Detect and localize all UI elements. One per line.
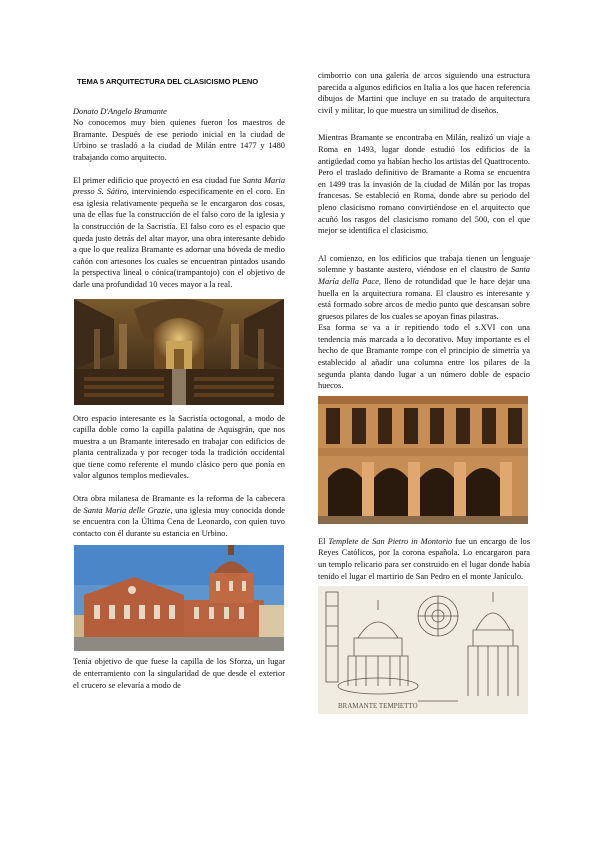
paragraph-templete: El Templete de San Pietro in Montorio fue un encargo de los Reyes Católicos, por la corona española. Lo encargaron para un templo relicario para ser construido en el lugar donde había tenido el lugar el martirio de San Pedro en el monte Janículo. [318,536,530,581]
paragraph-siglo-xvi: Esa forma se va a ir repitiendo todo el s.XVI con una tendencia más marcada a lo decorativo. Muy importante es el hecho de que Bramante rompe con el principio de simetría ya establecido al añadir una columna entre los pilares de la segunda planta dando lugar a un número doble de espacio huecos. [318,323,530,391]
author-heading: Donato D'Angelo Bramante [73,106,167,116]
paragraph-cimborrio: cimborrio con una galería de arcos siguiendo una estructura parecida a algunos edificios en Italia a los que hacen referencia dibujos de Martini que incluye en su tratado de arquitectura civil y militar, lo que muestra un similitud de diseños. [318,71,530,115]
paragraph-capilla-sforza: Tenía objetivo de que fuese la capilla de los Sforza, un lugar de enterramiento con la singularidad de que desde el exterior el crucero se elevaría a modo de [73,657,285,690]
right-column [318,70,530,714]
church-interior-photo [74,299,284,405]
cloister-photo [318,396,528,524]
paragraph-santa-maria-grazie: Otra obra milanesa de Bramante es la reforma de la cabecera de Santa Maria delle Grazie, una iglesia muy conocida donde se encuentra con la Última Cena de Leonardo, con quien tuvo contacto con él durante su estancia en Urbino. [73,494,286,538]
page-title: TEMA 5 ARQUITECTURA DEL CLASICISMO PLENO [77,77,259,86]
paragraph-santa-maria-satiro: El primer edificio que proyectó en esa ciudad fue Santa Maria presso S. Sátiro, interviniendo especificamente en el coro. En esa iglesia relativamente pequeña se le encargaron dos cosas, una de ellas fue la construcción de el falso coro de la iglesia y la construcción de la Sacristía. El falso coro es el espacio que queda justo detrás del altar mayor, una obra interesante debido a que lo que realiza Bramante es adornar una bóveda de medio cañón con artesones los cuales se encuentran pintados usando la perspectiva lineal o cónica(trampantojo) con el objetivo de darle una profundidad 10 veces mayor a la real. [73,175,286,289]
paragraph-claustro-pace: Al comienzo, en los edificios que trabaja tienen un lenguaje solemne y bastante austero, viéndose en el claustro de Santa María della Pace, lleno de rotundidad que le hace dejar una huella en la arquitectura romana. El claustro es interesante y está formado sobre arcos de medio punto que descansan sobre gruesos pilares de los cuales se apoyan finas pilastras. [318,253,530,321]
left-column [73,70,285,691]
drawing-caption: BRAMANTE TEMPIETTO [338,702,418,711]
santa-maria-grazie-photo [74,545,284,651]
paragraph-bramante-origins: No conocemos muy bien quienes fueron los maestros de Bramante. Después de ese periodo inicial en la ciudad de Urbino se trasladó a la ciudad de Milán entre 1477 y 1480 trabajando como arquitecto. [73,118,285,162]
paragraph-roma-viaje: Mientras Bramante se encontraba en Milán, realizó un viaje a Roma en 1493, lugar donde estudió los edificios de la antigüedad como ya habían hecho los artistas del Quattrocento. Pero el traslado definitivo de Bramante a Roma se encuentra en 1499 tras la invasión de la ciudad de Milán por las tropas francesas. Se estableció en Roma, donde abre su periodo del pleno clasicismo romano convirtiéndose en el arquitecto que acuñó los rasgos del clasicismo romano del 500, con el que mejor se identifica el clasicismo. [318,133,530,236]
paragraph-sacristia: Otro espacio interesante es la Sacristía octogonal, a modo de capilla doble como la capilla palatina de Aquisgrán, que nos muestra a un Bramante interesado en trabajar con edificios de planta centralizada y por recoger toda la tradición occidental que tiene como referente el mundo clásico pero que ponía en valor algunos templos medievales. [73,413,285,481]
tempietto-drawing [318,586,528,714]
